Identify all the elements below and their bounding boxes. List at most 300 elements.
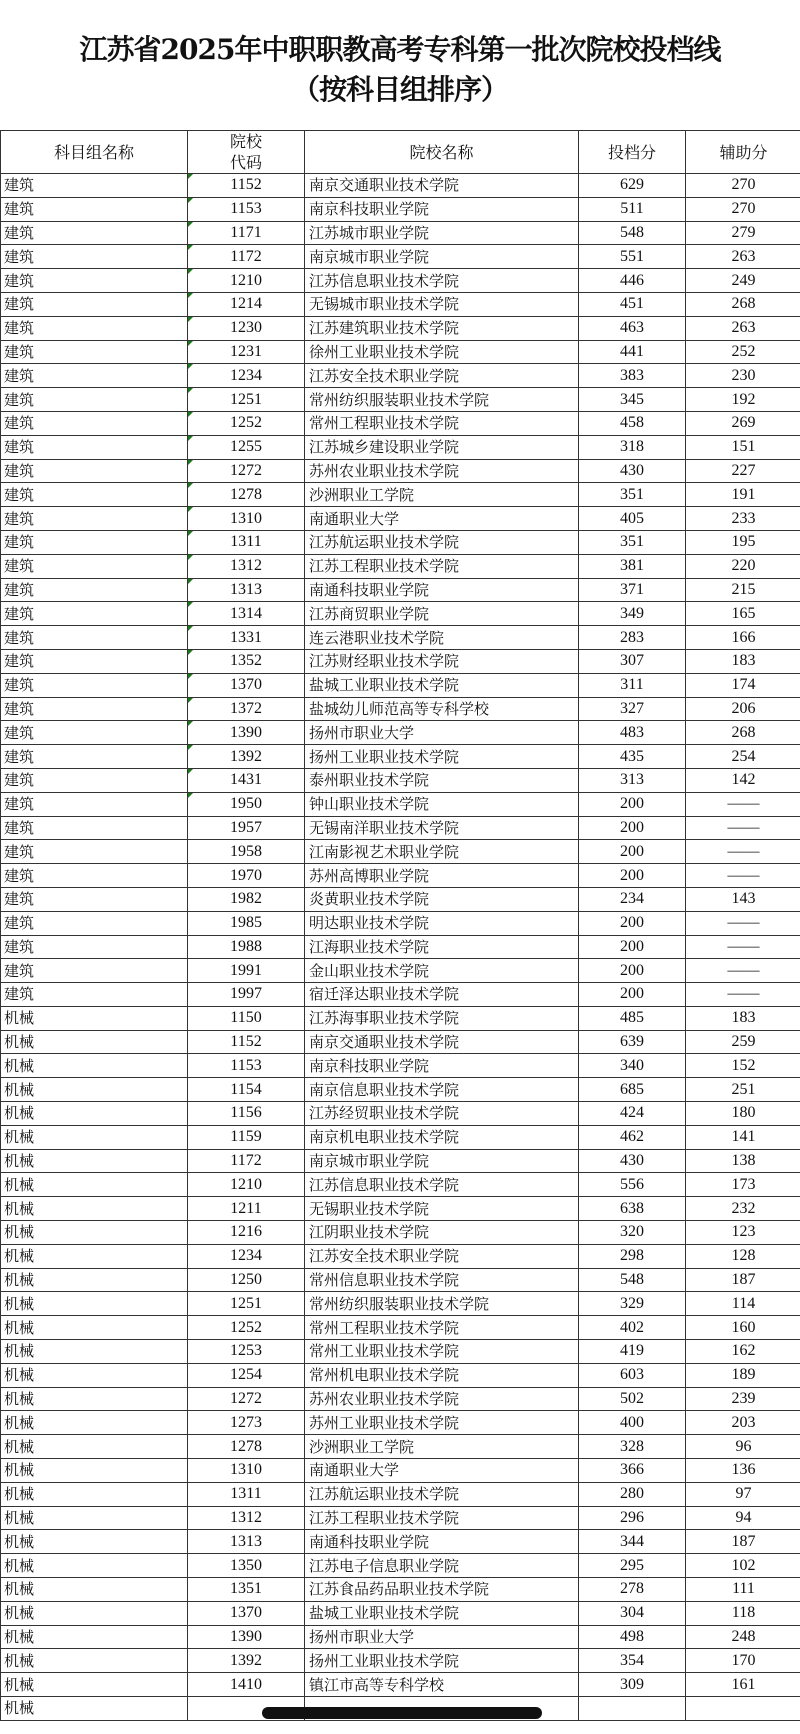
cell-score: 351 [579,483,686,507]
cell-code: 1172 [188,245,305,269]
cell-score: 463 [579,316,686,340]
cell-name: 沙洲职业工学院 [305,1435,579,1459]
cell-score: 383 [579,364,686,388]
cell-aux [686,1697,800,1721]
table-row [1,1244,800,1268]
table-row [1,792,800,816]
cell-group: 机械 [1,1292,188,1316]
cell-code: 1988 [188,935,305,959]
cell-code: 1251 [188,388,305,412]
cell-group: 建筑 [1,673,188,697]
cell-score: 318 [579,435,686,459]
cell-code: 1970 [188,864,305,888]
cell-aux: 203 [686,1411,800,1435]
cell-score: 304 [579,1601,686,1625]
cell-code: 1211 [188,1197,305,1221]
document-subtitle: （按科目组排序） [291,73,508,106]
cell-score: 311 [579,673,686,697]
cell-name: 南京交通职业技术学院 [305,174,579,198]
cell-group: 建筑 [1,864,188,888]
table-row [1,1173,800,1197]
cell-group: 机械 [1,1102,188,1126]
cell-group: 机械 [1,1554,188,1578]
table-row [1,1363,800,1387]
cell-group: 建筑 [1,959,188,983]
cell-group: 机械 [1,1125,188,1149]
cell-score: 349 [579,602,686,626]
cell-aux: 232 [686,1197,800,1221]
cell-name: 常州工业职业技术学院 [305,1340,579,1364]
cell-name: 南京交通职业技术学院 [305,1030,579,1054]
cell-aux: 170 [686,1649,800,1673]
cell-score: 200 [579,816,686,840]
table-row [1,1459,800,1483]
cell-score: 483 [579,721,686,745]
cell-aux: 233 [686,507,800,531]
cell-score: 685 [579,1078,686,1102]
cell-code: 1314 [188,602,305,626]
cell-score: 234 [579,887,686,911]
cell-name: 南通科技职业学院 [305,1530,579,1554]
cell-name: 常州机电职业技术学院 [305,1363,579,1387]
table-row [1,364,800,388]
cell-aux: 162 [686,1340,800,1364]
table-row [1,745,800,769]
cell-aux: 183 [686,1006,800,1030]
cell-code: 1159 [188,1125,305,1149]
table-header-row [1,131,800,174]
cell-name: 盐城工业职业技术学院 [305,1601,579,1625]
cell-aux: 248 [686,1625,800,1649]
cell-score: 200 [579,959,686,983]
cell-code: 1370 [188,673,305,697]
cell-name: 江苏航运职业技术学院 [305,530,579,554]
cell-aux: 252 [686,340,800,364]
table-row [1,388,800,412]
cell-name: 扬州工业职业技术学院 [305,1649,579,1673]
cell-code: 1431 [188,768,305,792]
cell-name: 江苏安全技术职业学院 [305,364,579,388]
cell-group: 机械 [1,1673,188,1697]
cell-name: 苏州农业职业技术学院 [305,459,579,483]
cell-code: 1252 [188,411,305,435]
cell-name: 无锡职业技术学院 [305,1197,579,1221]
cell-aux: 173 [686,1173,800,1197]
cell-aux: 189 [686,1363,800,1387]
cell-code: 1153 [188,1054,305,1078]
cell-group: 建筑 [1,316,188,340]
cell-aux: 279 [686,221,800,245]
cell-aux: 187 [686,1268,800,1292]
cell-code: 1272 [188,1387,305,1411]
cell-code: 1331 [188,626,305,650]
cell-code: 1950 [188,792,305,816]
table-row [1,1411,800,1435]
cell-score: 441 [579,340,686,364]
cell-group: 建筑 [1,816,188,840]
cell-score: 295 [579,1554,686,1578]
cell-group: 建筑 [1,745,188,769]
cell-aux: —— [686,792,800,816]
cell-code: 1210 [188,269,305,293]
cell-aux: 128 [686,1244,800,1268]
cell-aux: 183 [686,649,800,673]
table-row [1,292,800,316]
cell-aux: 215 [686,578,800,602]
cell-code: 1985 [188,911,305,935]
cell-score: 280 [579,1482,686,1506]
cell-code: 1310 [188,1459,305,1483]
cell-group: 建筑 [1,174,188,198]
cell-group: 建筑 [1,649,188,673]
table-row [1,1054,800,1078]
cell-code: 1152 [188,174,305,198]
cell-score: 200 [579,911,686,935]
cell-group: 机械 [1,1697,188,1721]
table-row [1,816,800,840]
cell-name: 江苏食品药品职业技术学院 [305,1578,579,1602]
cell-aux: 249 [686,269,800,293]
cell-score: 451 [579,292,686,316]
cell-code: 1372 [188,697,305,721]
table-row [1,1482,800,1506]
table-row [1,1221,800,1245]
cell-code: 1313 [188,578,305,602]
cell-code: 1957 [188,816,305,840]
cell-group: 机械 [1,1506,188,1530]
redaction-bar [262,1707,542,1719]
cell-aux: 136 [686,1459,800,1483]
cell-name: 金山职业技术学院 [305,959,579,983]
cell-code: 1152 [188,1030,305,1054]
table-row [1,721,800,745]
cell-code: 1234 [188,364,305,388]
cell-name: 南京科技职业学院 [305,1054,579,1078]
cell-aux: 263 [686,316,800,340]
cell-code: 1392 [188,745,305,769]
cell-code: 1231 [188,340,305,364]
cell-score: 402 [579,1316,686,1340]
cell-name: 钟山职业技术学院 [305,792,579,816]
table-row [1,435,800,459]
cell-group: 机械 [1,1030,188,1054]
cell-group: 建筑 [1,483,188,507]
cell-aux: 118 [686,1601,800,1625]
cell-group: 建筑 [1,245,188,269]
cell-name: 江苏信息职业技术学院 [305,1173,579,1197]
cell-group: 建筑 [1,411,188,435]
cell-aux: 268 [686,721,800,745]
cell-name: 镇江市高等专科学校 [305,1673,579,1697]
cell-name: 江苏航运职业技术学院 [305,1482,579,1506]
cell-score: 419 [579,1340,686,1364]
cell-score: 405 [579,507,686,531]
cell-code: 1253 [188,1340,305,1364]
table-row [1,1530,800,1554]
cell-code: 1991 [188,959,305,983]
cell-score: 328 [579,1435,686,1459]
table-row [1,459,800,483]
cell-aux: 142 [686,768,800,792]
table-row [1,673,800,697]
cell-name: 宿迁泽达职业技术学院 [305,983,579,1007]
cell-code: 1350 [188,1554,305,1578]
cell-group: 机械 [1,1649,188,1673]
table-row [1,1197,800,1221]
table-row [1,197,800,221]
cell-name: 扬州工业职业技术学院 [305,745,579,769]
cell-score: 344 [579,1530,686,1554]
table-row [1,269,800,293]
cell-group: 建筑 [1,459,188,483]
cell-aux: 192 [686,388,800,412]
cell-code: 1390 [188,1625,305,1649]
cell-name: 江苏城市职业学院 [305,221,579,245]
cell-name: 江南影视艺术职业学院 [305,840,579,864]
table-row [1,887,800,911]
cell-aux: —— [686,816,800,840]
table-row [1,911,800,935]
cell-aux: 96 [686,1435,800,1459]
cell-score: 381 [579,554,686,578]
cell-code: 1216 [188,1221,305,1245]
table-row [1,1125,800,1149]
cell-group: 机械 [1,1197,188,1221]
cell-code: 1410 [188,1673,305,1697]
cell-score: 329 [579,1292,686,1316]
table-row [1,840,800,864]
cell-aux: 165 [686,602,800,626]
cell-name: 徐州工业职业技术学院 [305,340,579,364]
table-row [1,864,800,888]
table-row [1,1625,800,1649]
cell-score [579,1697,686,1721]
table-row [1,1102,800,1126]
cell-name: 南通科技职业学院 [305,578,579,602]
cell-code: 1273 [188,1411,305,1435]
table-row [1,1078,800,1102]
cell-aux: 161 [686,1673,800,1697]
cell-name: 苏州高博职业学院 [305,864,579,888]
cell-name: 江苏经贸职业技术学院 [305,1102,579,1126]
cell-aux: 102 [686,1554,800,1578]
cell-name: 苏州农业职业技术学院 [305,1387,579,1411]
table-row [1,1006,800,1030]
cell-name: 江阴职业技术学院 [305,1221,579,1245]
cell-name: 江苏商贸职业学院 [305,602,579,626]
cell-score: 498 [579,1625,686,1649]
header-name: 院校名称 [305,131,579,174]
cell-score: 430 [579,459,686,483]
cell-aux: 174 [686,673,800,697]
cell-aux: 114 [686,1292,800,1316]
cell-aux: —— [686,983,800,1007]
cell-score: 309 [579,1673,686,1697]
cell-score: 556 [579,1173,686,1197]
cell-group: 机械 [1,1006,188,1030]
cell-code: 1313 [188,1530,305,1554]
cell-code: 1210 [188,1173,305,1197]
table-row [1,1578,800,1602]
cell-code: 1214 [188,292,305,316]
cell-score: 345 [579,388,686,412]
table-row [1,174,800,198]
cell-code: 1255 [188,435,305,459]
cell-code: 1278 [188,483,305,507]
table-row [1,316,800,340]
cell-code: 1153 [188,197,305,221]
table-row [1,697,800,721]
cell-group: 机械 [1,1601,188,1625]
cell-score: 424 [579,1102,686,1126]
table-row [1,626,800,650]
cell-code: 1230 [188,316,305,340]
cell-name: 盐城工业职业技术学院 [305,673,579,697]
cell-group: 建筑 [1,221,188,245]
cell-name: 常州工程职业技术学院 [305,411,579,435]
cell-name: 江苏工程职业技术学院 [305,1506,579,1530]
cell-group: 机械 [1,1340,188,1364]
cell-aux: 166 [686,626,800,650]
cell-name: 常州信息职业技术学院 [305,1268,579,1292]
cell-score: 435 [579,745,686,769]
table-row [1,245,800,269]
cell-code: 1154 [188,1078,305,1102]
header-score: 投档分 [579,131,686,174]
cell-name: 南京科技职业学院 [305,197,579,221]
cell-score: 400 [579,1411,686,1435]
cell-aux: 195 [686,530,800,554]
cell-group: 建筑 [1,340,188,364]
cell-group: 机械 [1,1411,188,1435]
cell-aux: —— [686,864,800,888]
cell-group: 机械 [1,1078,188,1102]
cell-group: 机械 [1,1149,188,1173]
table-row [1,1292,800,1316]
cell-group: 建筑 [1,840,188,864]
cell-code: 1351 [188,1578,305,1602]
cell-score: 366 [579,1459,686,1483]
cell-score: 638 [579,1197,686,1221]
cell-group: 机械 [1,1482,188,1506]
cell-name: 扬州市职业大学 [305,1625,579,1649]
cell-name: 江苏信息职业技术学院 [305,269,579,293]
cell-name: 连云港职业技术学院 [305,626,579,650]
cell-name: 江苏财经职业技术学院 [305,649,579,673]
cell-code: 1311 [188,530,305,554]
cell-group: 机械 [1,1054,188,1078]
cell-code: 1250 [188,1268,305,1292]
cell-group: 机械 [1,1316,188,1340]
cell-code: 1310 [188,507,305,531]
cell-name: 江苏工程职业技术学院 [305,554,579,578]
cell-name: 常州工程职业技术学院 [305,1316,579,1340]
cell-code: 1251 [188,1292,305,1316]
table-row [1,1316,800,1340]
table-row [1,1340,800,1364]
cell-score: 327 [579,697,686,721]
cell-name: 江海职业技术学院 [305,935,579,959]
cell-group: 机械 [1,1244,188,1268]
cell-aux: 97 [686,1482,800,1506]
cell-score: 603 [579,1363,686,1387]
cell-aux: 254 [686,745,800,769]
cell-score: 296 [579,1506,686,1530]
cell-aux: 187 [686,1530,800,1554]
table-row [1,602,800,626]
cell-score: 551 [579,245,686,269]
cell-aux: —— [686,959,800,983]
cell-score: 629 [579,174,686,198]
cell-name: 南京城市职业学院 [305,245,579,269]
cell-name: 炎黄职业技术学院 [305,887,579,911]
cell-group: 机械 [1,1459,188,1483]
header-code-label: 院校代码 [230,132,263,172]
cell-group: 建筑 [1,292,188,316]
cell-group: 建筑 [1,887,188,911]
cell-name: 江苏城乡建设职业学院 [305,435,579,459]
cell-name: 沙洲职业工学院 [305,483,579,507]
cell-code: 1312 [188,554,305,578]
table-row [1,1649,800,1673]
table-row [1,1387,800,1411]
cell-aux: 180 [686,1102,800,1126]
table-row [1,1268,800,1292]
table-row [1,340,800,364]
cell-code: 1997 [188,983,305,1007]
cell-aux: 220 [686,554,800,578]
cell-code: 1150 [188,1006,305,1030]
cell-group: 建筑 [1,530,188,554]
cell-aux: 251 [686,1078,800,1102]
cell-group: 机械 [1,1221,188,1245]
cell-group: 建筑 [1,697,188,721]
cell-aux: 206 [686,697,800,721]
cell-code: 1352 [188,649,305,673]
cell-name: 泰州职业技术学院 [305,768,579,792]
cell-group: 建筑 [1,935,188,959]
table-row [1,578,800,602]
cell-score: 485 [579,1006,686,1030]
cell-code: 1252 [188,1316,305,1340]
cell-name: 苏州工业职业技术学院 [305,1411,579,1435]
cell-group: 建筑 [1,792,188,816]
table-row [1,1554,800,1578]
cell-aux: 143 [686,887,800,911]
table-row [1,1435,800,1459]
cell-name: 南通职业大学 [305,507,579,531]
cell-aux: 239 [686,1387,800,1411]
cell-code: 1172 [188,1149,305,1173]
table-row [1,1030,800,1054]
cell-aux: —— [686,840,800,864]
cell-name: 明达职业技术学院 [305,911,579,935]
cell-code: 1390 [188,721,305,745]
cell-score: 340 [579,1054,686,1078]
cell-code: 1171 [188,221,305,245]
cell-name: 江苏安全技术职业学院 [305,1244,579,1268]
cell-aux: 191 [686,483,800,507]
cell-name: 江苏电子信息职业学院 [305,1554,579,1578]
cell-group: 机械 [1,1625,188,1649]
table-row [1,1673,800,1697]
cell-score: 458 [579,411,686,435]
cell-name: 南京信息职业技术学院 [305,1078,579,1102]
cell-aux: 152 [686,1054,800,1078]
cell-aux: 138 [686,1149,800,1173]
cell-name: 常州纺织服装职业技术学院 [305,388,579,412]
cell-score: 200 [579,840,686,864]
